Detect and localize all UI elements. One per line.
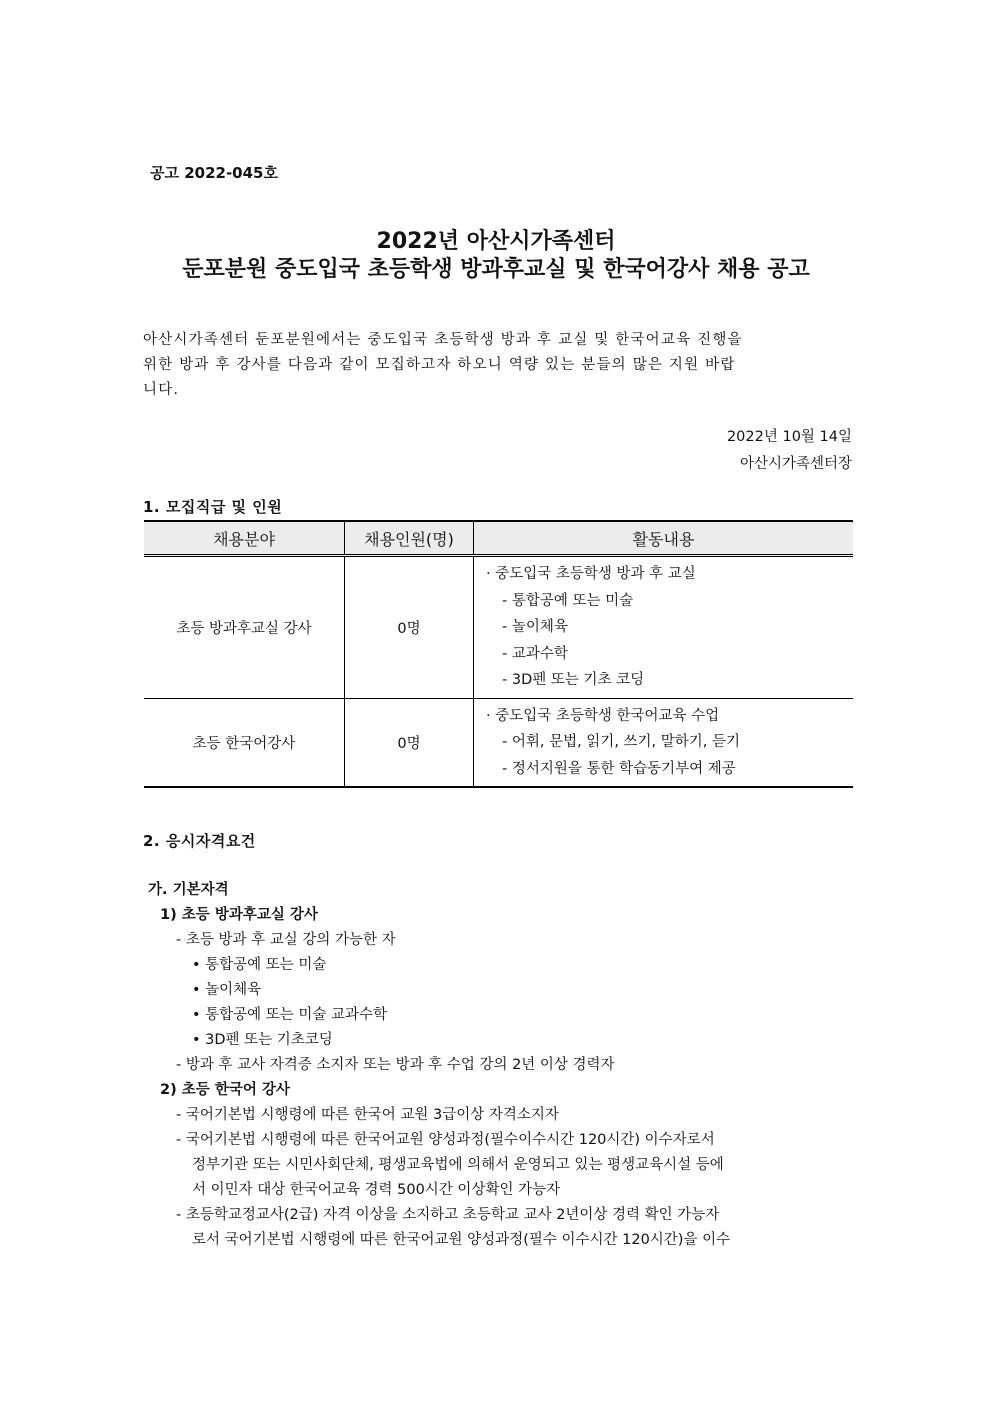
title-line-2: 둔포분원 중도입국 초등학생 방과후교실 및 한국어강사 채용 공고 bbox=[182, 257, 810, 282]
field-cell: 초등 방과후교실 강사 bbox=[144, 556, 345, 699]
item-title: 2) 초등 한국어 강사 bbox=[160, 1082, 290, 1098]
issue-date: 2022년 10월 14일 bbox=[726, 429, 852, 445]
activity-sub: - 3D펜 또는 기초 코딩 bbox=[502, 672, 645, 688]
intro-paragraph bbox=[143, 328, 853, 403]
activity-cell bbox=[474, 698, 854, 787]
column-header: 채용분야 bbox=[144, 521, 345, 556]
count-cell: 0명 bbox=[345, 556, 474, 699]
count-cell: 0명 bbox=[345, 698, 474, 787]
activity-sub: - 어휘, 문법, 읽기, 쓰기, 말하기, 듣기 bbox=[502, 734, 741, 750]
qualifications bbox=[148, 878, 854, 1253]
intro-line: 위한 방과 후 강사를 다음과 같이 모집하고자 하오니 역량 있는 분들의 많은 지원 바랍 bbox=[143, 357, 736, 373]
activity-sub: - 정서지원을 통한 학습동기부여 제공 bbox=[502, 760, 736, 777]
qualification-line: - 초등 방과 후 교실 강의 가능한 자 bbox=[176, 932, 396, 948]
date-block bbox=[727, 424, 852, 478]
qualification-line: 서 이민자 대상 한국어교육 경력 500시간 이상확인 가능자 bbox=[192, 1182, 561, 1198]
qualification-line: - 방과 후 교사 자격증 소지자 또는 방과 후 수업 강의 2년 이상 경력자 bbox=[176, 1057, 615, 1073]
table-header-row bbox=[144, 521, 853, 556]
section-1-heading: 1. 모집직급 및 인원 bbox=[143, 498, 283, 516]
title-line-1: 2022년 아산시가족센터 bbox=[376, 229, 616, 254]
activity-sub: - 교과수학 bbox=[502, 645, 568, 662]
qualification-line: 정부기관 또는 시민사회단체, 평생교육법에 의해서 운영되고 있는 평생교육시설 등에 bbox=[192, 1157, 724, 1173]
recruitment-table bbox=[144, 520, 853, 788]
activity-sub: - 놀이체육 bbox=[502, 619, 568, 635]
notice-number: 공고 2022-045호 bbox=[150, 164, 278, 182]
activity-cell bbox=[474, 556, 854, 699]
activity-main: · 중도입국 초등학생 방과 후 교실 bbox=[486, 566, 696, 582]
qualification-line: - 국어기본법 시행령에 따른 한국어 교원 3급이상 자격소지자 bbox=[176, 1107, 559, 1123]
issuer: 아산시가족센터장 bbox=[739, 456, 852, 472]
qualification-line: - 국어기본법 시행령에 따른 한국어교원 양성과정(필수이수시간 120시간) 이수자로서 bbox=[176, 1132, 715, 1148]
column-header: 채용인원(명) bbox=[345, 521, 474, 556]
column-header: 활동내용 bbox=[474, 521, 854, 556]
subsection-heading: 가. 기본자격 bbox=[148, 882, 229, 898]
intro-line: 아산시가족센터 둔포분원에서는 중도입국 초등학생 방과 후 교실 및 한국어교육 진행을 bbox=[143, 332, 743, 348]
qualification-line: - 초등학교정교사(2급) 자격 이상을 소지하고 초등학교 교사 2년이상 경력 확인 가능자 bbox=[176, 1207, 720, 1223]
section-2-heading: 2. 응시자격요건 bbox=[143, 832, 256, 850]
table-row bbox=[144, 556, 853, 699]
qualification-line: 로서 국어기본법 시행령에 따른 한국어교원 양성과정(필수 이수시간 120시간)을 이수 bbox=[192, 1232, 731, 1248]
item-title: 1) 초등 방과후교실 강사 bbox=[160, 907, 318, 923]
bullet-item: • 통합공예 또는 미술 교과수학 bbox=[192, 1007, 388, 1023]
activity-main: · 중도입국 초등학생 한국어교육 수업 bbox=[486, 707, 720, 724]
activity-sub: - 통합공예 또는 미술 bbox=[502, 592, 634, 609]
field-cell: 초등 한국어강사 bbox=[144, 698, 345, 787]
intro-line: 니다. bbox=[143, 382, 180, 398]
bullet-item: • 3D펜 또는 기초코딩 bbox=[192, 1032, 333, 1048]
table-row bbox=[144, 698, 853, 787]
bullet-item: • 놀이체육 bbox=[192, 982, 262, 998]
bullet-item: • 통합공예 또는 미술 bbox=[192, 957, 327, 973]
